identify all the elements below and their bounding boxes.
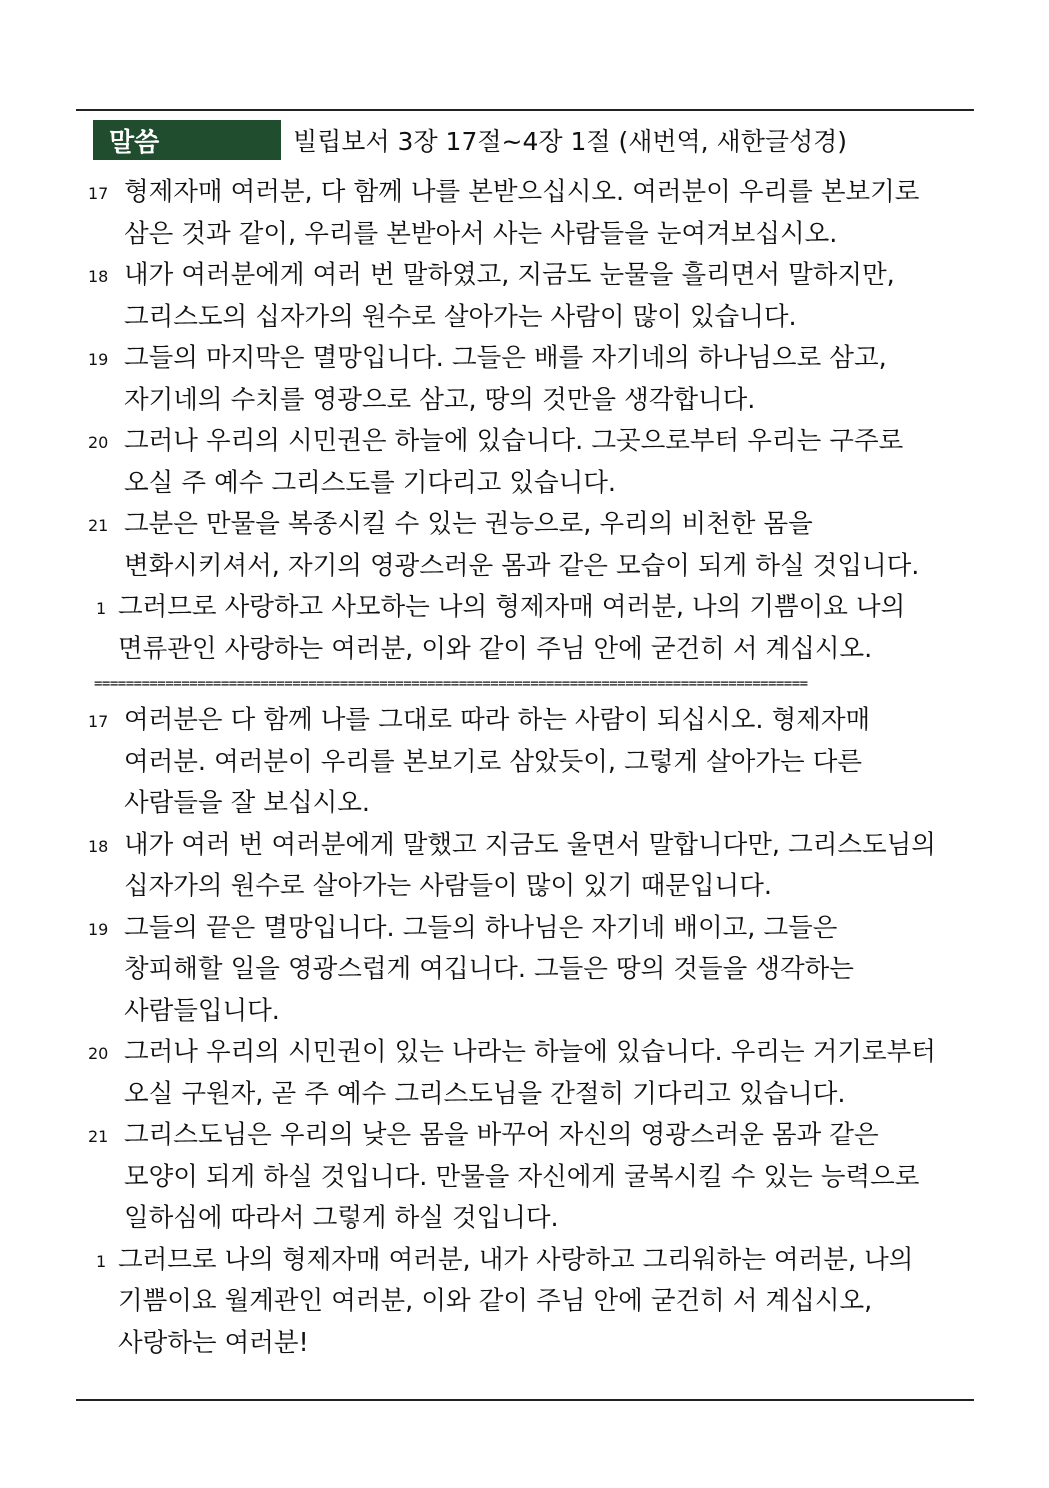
verse-number: 19 bbox=[88, 919, 109, 939]
verse-line: 그러므로 사랑하고 사모하는 나의 형제자매 여러분, 나의 기쁨이요 나의 bbox=[118, 592, 906, 622]
verse-line: 그들의 마지막은 멸망입니다. 그들은 배를 자기네의 하나님으로 삼고, bbox=[124, 343, 887, 373]
verse-number: 19 bbox=[88, 350, 109, 369]
verse bbox=[88, 1032, 973, 1115]
verse-line: 삼은 것과 같이, 우리를 본받아서 사는 사람들을 눈여겨보십시오. bbox=[124, 218, 838, 249]
verse-line: 자기네의 수치를 영광으로 삼고, 땅의 것만을 생각합니다. bbox=[124, 384, 756, 415]
passages bbox=[88, 172, 973, 1364]
verse-line: 사람들입니다. bbox=[124, 995, 280, 1026]
verse-number: 1 bbox=[96, 1251, 107, 1271]
verse-number: 21 bbox=[88, 516, 109, 535]
verse-line: 모양이 되게 하실 것입니다. 만물을 자신에게 굴복시킬 수 있는 능력으로 bbox=[124, 1161, 920, 1192]
bottom-rule bbox=[76, 1399, 974, 1401]
verse-line: 그리스도의 십자가의 원수로 살아가는 사람이 많이 있습니다. bbox=[124, 301, 797, 332]
verse-line: 그러나 우리의 시민권이 있는 나라는 하늘에 있습니다. 우리는 거기로부터 bbox=[124, 1037, 936, 1067]
verse-line: 기쁨이요 월계관인 여러분, 이와 같이 주님 안에 굳건히 서 계십시오, bbox=[118, 1286, 873, 1316]
verse-line: 그들의 끝은 멸망입니다. 그들의 하나님은 자기네 배이고, 그들은 bbox=[124, 912, 838, 943]
verse bbox=[88, 172, 973, 255]
verse bbox=[88, 700, 973, 825]
section-label-text: 말씀 bbox=[109, 127, 160, 158]
section-label bbox=[93, 120, 281, 160]
verse-line: 그리스도님은 우리의 낮은 몸을 바꾸어 자신의 영광스러운 몸과 같은 bbox=[124, 1120, 879, 1150]
section-header bbox=[93, 120, 847, 160]
verse-line: 창피해할 일을 영광스럽게 여깁니다. 그들은 땅의 것들을 생각하는 bbox=[124, 954, 854, 984]
verse-number: 20 bbox=[88, 433, 109, 452]
verse-line: 오실 구원자, 곧 주 예수 그리스도님을 간절히 기다리고 있습니다. bbox=[124, 1078, 846, 1109]
verse-line: 내가 여러분에게 여러 번 말하였고, 지금도 눈물을 흘리면서 말하지만, bbox=[124, 260, 895, 290]
verse-number: 21 bbox=[88, 1127, 109, 1146]
verse-number: 17 bbox=[88, 184, 109, 203]
verse bbox=[88, 1115, 973, 1240]
verse-number: 17 bbox=[88, 712, 109, 731]
verse-line: 사랑하는 여러분! bbox=[118, 1327, 309, 1358]
verse-line: 여러분. 여러분이 우리를 본보기로 삼았듯이, 그렇게 살아가는 다른 bbox=[124, 746, 863, 777]
verse-line: 그분은 만물을 복종시킬 수 있는 권능으로, 우리의 비천한 몸을 bbox=[124, 509, 813, 539]
verse-number: 20 bbox=[88, 1044, 109, 1063]
verse bbox=[88, 338, 973, 421]
verse bbox=[88, 908, 973, 1033]
top-rule bbox=[76, 109, 974, 111]
verse-number: 18 bbox=[88, 836, 109, 856]
verse-line: 변화시키셔서, 자기의 영광스러운 몸과 같은 모습이 되게 하실 것입니다. bbox=[124, 550, 920, 581]
verse-line: 사람들을 잘 보십시오. bbox=[124, 788, 371, 818]
verse bbox=[88, 1240, 973, 1365]
verse-line: 형제자매 여러분, 다 함께 나를 본받으십시오. 여러분이 우리를 본보기로 bbox=[124, 177, 920, 207]
verse bbox=[88, 255, 973, 338]
passage-saehangeul bbox=[88, 700, 973, 1364]
verse bbox=[88, 421, 973, 504]
verse-line: 오실 주 예수 그리스도를 기다리고 있습니다. bbox=[124, 467, 617, 498]
verse bbox=[88, 825, 973, 908]
verse-line: 면류관인 사랑하는 여러분, 이와 같이 주님 안에 굳건히 서 계십시오. bbox=[118, 633, 873, 664]
verse-line: 내가 여러 번 여러분에게 말했고 지금도 울면서 말합니다만, 그리스도님의 bbox=[124, 829, 936, 860]
verse-line: 십자가의 원수로 살아가는 사람들이 많이 있기 때문입니다. bbox=[124, 871, 772, 901]
scripture-reference: 빌립보서 3장 17절~4장 1절 (새번역, 새한글성경) bbox=[293, 127, 848, 156]
verse-line: 그러나 우리의 시민권은 하늘에 있습니다. 그곳으로부터 우리는 구주로 bbox=[124, 426, 904, 456]
passage-separator: ========================================================================================== bbox=[94, 676, 808, 692]
verse-line: 여러분은 다 함께 나를 그대로 따라 하는 사람이 되십시오. 형제자매 bbox=[124, 705, 871, 735]
verse-number: 18 bbox=[88, 267, 109, 286]
verse bbox=[88, 504, 973, 587]
passage-saebeonyeok bbox=[88, 172, 973, 670]
verse-number: 1 bbox=[96, 599, 107, 618]
verse bbox=[88, 587, 973, 670]
verse-line: 그러므로 나의 형제자매 여러분, 내가 사랑하고 그리워하는 여러분, 나의 bbox=[118, 1244, 914, 1275]
verse-line: 일하심에 따라서 그렇게 하실 것입니다. bbox=[124, 1203, 559, 1233]
